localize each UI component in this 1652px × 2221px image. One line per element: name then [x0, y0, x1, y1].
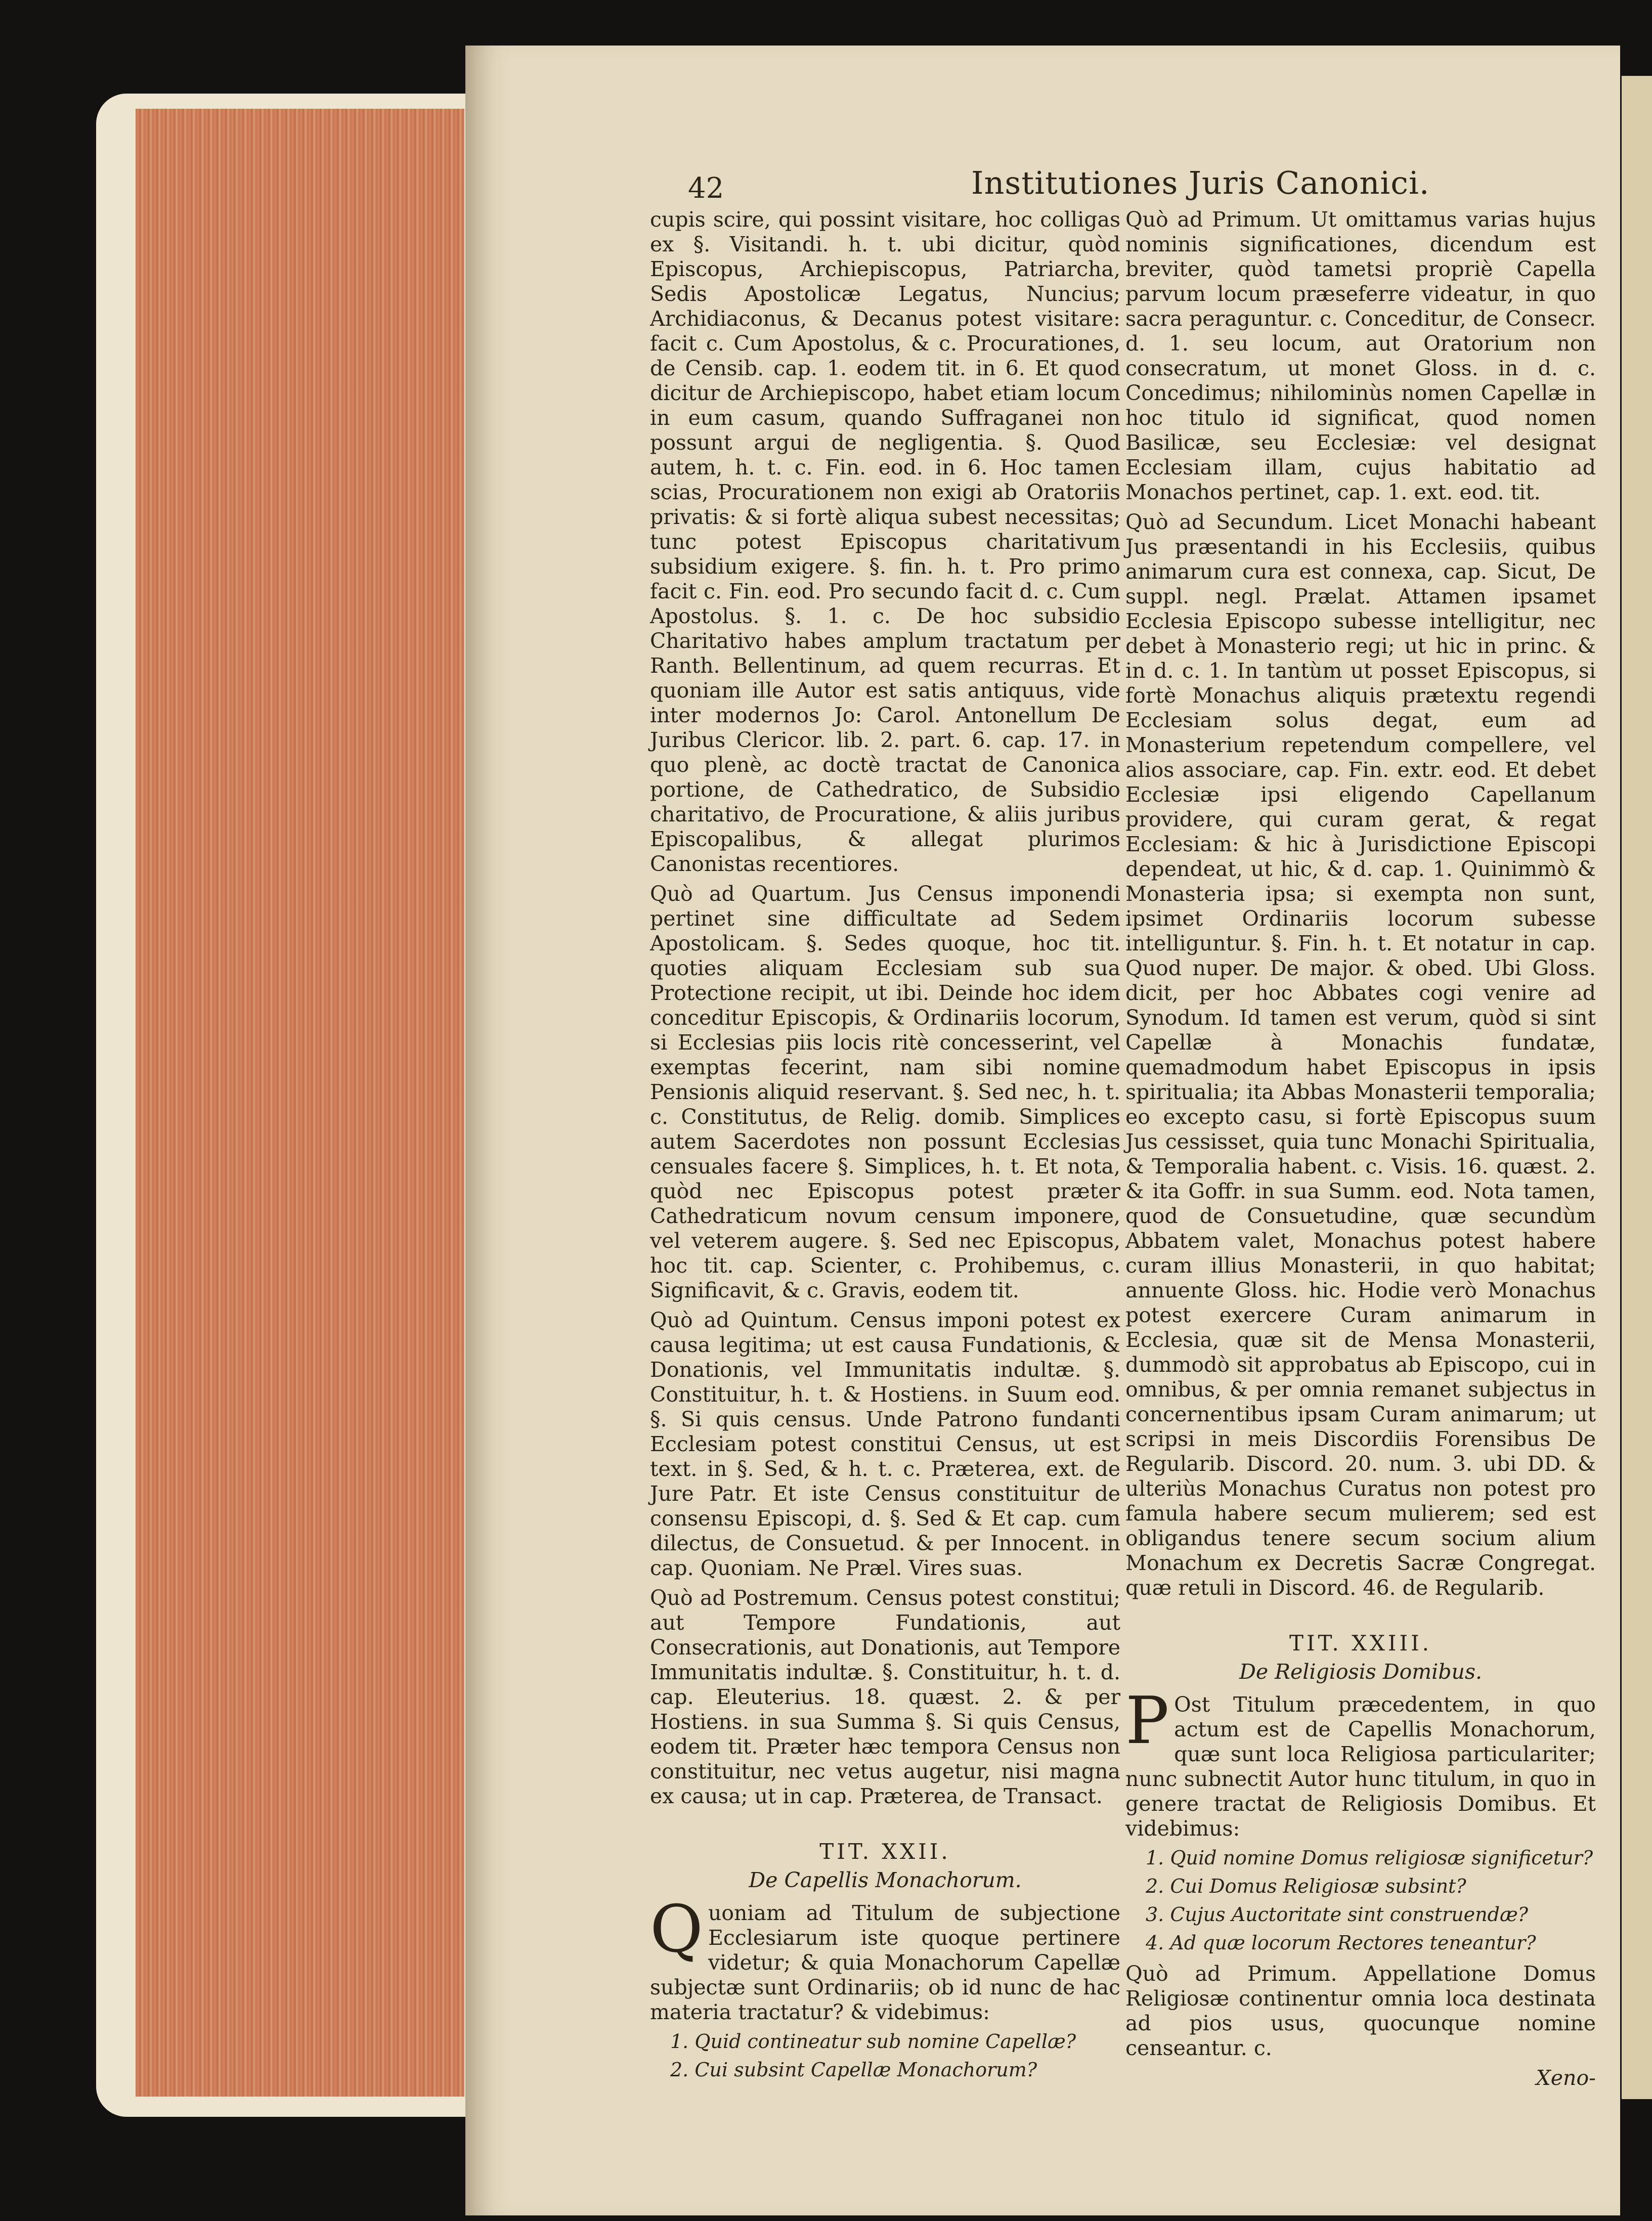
intro-text: Ost Titulum præcedentem, in quo actum est de Capellis Monachorum, quæ sunt loca Religiosa particulariter; nunc subnectit Autor hunc titulum, in quo in genere tractat de Religiosis Domibus. Et videbimus: [1125, 1692, 1596, 1841]
catchword: Xeno- [1536, 2066, 1596, 2090]
title-subject: De Capellis Monachorum. [749, 1868, 1022, 1892]
paragraph: Quò ad Primum. Ut omittamus varias hujus nominis significationes, dicendum est breviter, quòd tametsi propriè Capella parvum locum præseferre videatur, in quo sacra peraguntur. c. Conceditur, de Consecr. d. 1. seu locum, aut Oratorium non consecratum, ut monet Gloss. in d. c. Concedimus; nihilominùs nomen Capellæ in hoc titulo id significat, quod nomen Basilicæ, seu Ecclesiæ: vel designat Ecclesiam illam, cujus habitatio ad Monachos pertinet, cap. 1. ext. eod. tit. [1125, 207, 1596, 504]
intro-paragraph [1125, 1683, 1596, 1841]
question-item: 1. Quid contineatur sub nomine Capellæ? [670, 2030, 1076, 2053]
paragraph: Quò ad Primum. Appellatione Domus Religiosæ continentur omnia loca destinata ad pios usus, quocunque nomine censeantur. c. [1125, 1962, 1596, 2060]
title-number: TIT. XXIII. [1289, 1631, 1432, 1656]
running-title: Institutiones Juris Canonici. [971, 164, 1430, 201]
intro-text: uoniam ad Titulum de subjectione Ecclesiarum iste quoque pertinere videtur; & quia Monachorum Capellæ subjectæ sunt Ordinariis; ob id nunc de hac materia tractatur? & videbimus: [650, 1901, 1120, 2024]
question-item: 1. Quid nomine Domus religiosæ significetur? [1146, 1847, 1593, 1869]
drop-cap: P [1125, 1683, 1169, 1759]
title-subject: De Religiosis Domibus. [1239, 1660, 1483, 1684]
intro-paragraph [650, 1892, 1120, 2025]
right-column [1125, 207, 1596, 2091]
paragraph: Quò ad Quartum. Jus Census imponendi pertinet sine difficultate ad Sedem Apostolicam. §. Sedes quoque, hoc tit. quoties aliquam Ecclesiam sub sua Protectione recipit, ut ibi. Deinde hoc idem conceditur Episcopis, & Ordinariis locorum, si Ecclesias piis locis ritè concesserint, vel exemptas fecerint, nam sibi nomine Pensionis aliquid reservant. §. Sed nec, h. t. c. Constitutus, de Relig. domib. Simplices autem Sacerdotes non possunt Ecclesias censuales facere §. Simplices, h. t. Et nota, quòd nec Episcopus potest præter Cathedraticum novum censum imponere, vel veterem augere. §. Sed nec Episcopus, hoc tit. cap. Scienter, c. Prohibemus, c. Significavit, & c. Gravis, eodem tit. [650, 882, 1120, 1302]
question-item: 2. Cui Domus Religiosæ subsint? [1146, 1875, 1466, 1897]
page-edges [136, 109, 464, 2097]
drop-cap: Q [650, 1892, 703, 1967]
page-number: 42 [688, 172, 724, 205]
question-item: 4. Ad quæ locorum Rectores teneantur? [1146, 1932, 1536, 1954]
facing-page-edge [1622, 76, 1652, 2099]
paragraph: Quò ad Postremum. Census potest constitui; aut Tempore Fundationis, aut Consecrationis, aut Donationis, aut Tempore Immunitatis indultæ. §. Constituitur, h. t. d. cap. Eleuterius. 18. quæst. 2. & per Hostiens. in sua Summa §. Si quis Census, eodem tit. Præter hæc tempora Census non constituitur, nec vetus augetur, nisi magna ex causa; ut in cap. Præterea, de Transact. [650, 1586, 1120, 1808]
left-column [650, 207, 1120, 2086]
question-item: 2. Cui subsint Capellæ Monachorum? [670, 2059, 1037, 2081]
paragraph: Quò ad Quintum. Census imponi potest ex causa legitima; ut est causa Fundationis, & Donationis, vel Immunitatis indultæ. §. Constituitur, h. t. & Hostiens. in Suum eod. §. Si quis census. Unde Patrono fundanti Ecclesiam potest constitui Census, ut est text. in §. Sed, & h. t. c. Præterea, ext. de Jure Patr. Et iste Census constituitur de consensu Episcopi, d. §. Sed & Et cap. cum dilectus, de Consuetud. & per Innocent. in cap. Quoniam. Ne Præl. Vires suas. [650, 1308, 1120, 1580]
title-number: TIT. XXII. [819, 1839, 951, 1864]
question-item: 3. Cujus Auctoritate sint construendæ? [1146, 1903, 1529, 1926]
paragraph: cupis scire, qui possint visitare, hoc colligas ex §. Visitandi. h. t. ubi dicitur, quòd Episcopus, Archiepiscopus, Patriarcha, Sedis Apostolicæ Legatus, Nuncius; Archidiaconus, & Decanus potest visitare: facit c. Cum Apostolus, & c. Procurationes, de Censib. cap. 1. eodem tit. in 6. Et quod dicitur de Archiepiscopo, habet etiam locum in eum casum, quando Suffraganei non possunt argui de negligentia. §. Quod autem, h. t. c. Fin. eod. in 6. Hoc tamen scias, Procurationem non exigi ab Oratoriis privatis: & si fortè aliqua subest necessitas; tunc potest Episcopus charitativum subsidium exigere. §. fin. h. t. Pro primo facit c. Fin. eod. Pro secundo facit d. c. Cum Apostolus. §. 1. c. De hoc subsidio Charitativo habes amplum tractatum per Ranth. Bellentinum, ad quem recurras. Et quoniam ille Autor est satis antiquus, vide inter modernos Jo: Carol. Antonellum De Juribus Clericor. lib. 2. part. 6. cap. 17. in quo plenè, ac doctè tractat de Canonica portione, de Cathedratico, de Subsidio charitativo, de Procuratione, & aliis juribus Episcopalibus, & allegat plurimos Canonistas recentiores. [650, 207, 1120, 876]
paragraph: Quò ad Secundum. Licet Monachi habeant Jus præsentandi in his Ecclesiis, quibus animarum cura est connexa, cap. Sicut, De suppl. negl. Prælat. Attamen ipsamet Ecclesia Episcopo subesse intelligitur, nec debet à Monasterio regi; ut hic in princ. & in d. c. 1. In tantùm ut posset Episcopus, si fortè Monachus aliquis prætextu regendi Ecclesiam solus degat, eum ad Monasterium repetendum compellere, vel alios associare, cap. Fin. extr. eod. Et debet Ecclesiæ ipsi eligendo Capellanum providere, qui curam gerat, & regat Ecclesiam: & hic à Jurisdictione Episcopi dependeat, ut hic, & d. cap. 1. Quinimmò & Monasteria ipsa; si exempta non sunt, ipsimet Ordinariis locorum subesse intelliguntur. §. Fin. h. t. Et notatur in cap. Quod nuper. De major. & obed. Ubi Gloss. dicit, per hoc Abbates cogi venire ad Synodum. Id tamen est verum, quòd si sint Capellæ à Monachis fundatæ, quemadmodum habet Episcopus in ipsis spiritualia; ita Abbas Monasterii temporalia; eo excepto casu, si fortè Episcopus suum Jus cessisset, quia tunc Monachi Spiritualia, & Temporalia habent. c. Visis. 16. quæst. 2. & ita Goffr. in sua Summ. eod. Nota tamen, quod de Consuetudine, quæ secundùm Abbatem valet, Monachus potest habere curam illius Monasterii, in quo habitat; annuente Gloss. hic. Hodie verò Monachus potest exercere Curam animarum in Ecclesia, quæ sit de Mensa Monasterii, dummodò sit approbatus ab Episcopo, cui in omnibus, & per omnia remanet subjectus in concernentibus ipsam Curam animarum; ut scripsi in meis Discordiis Forensibus De Regularib. Discord. 20. num. 3. ubi DD. & ulteriùs Monachus Curatus non potest pro famula habere secum mulierem; sed est obligandus tenere secum socium alium Monachum ex Decretis Sacræ Congregat. quæ retuli in Discord. 46. de Regularib. [1125, 510, 1596, 1600]
